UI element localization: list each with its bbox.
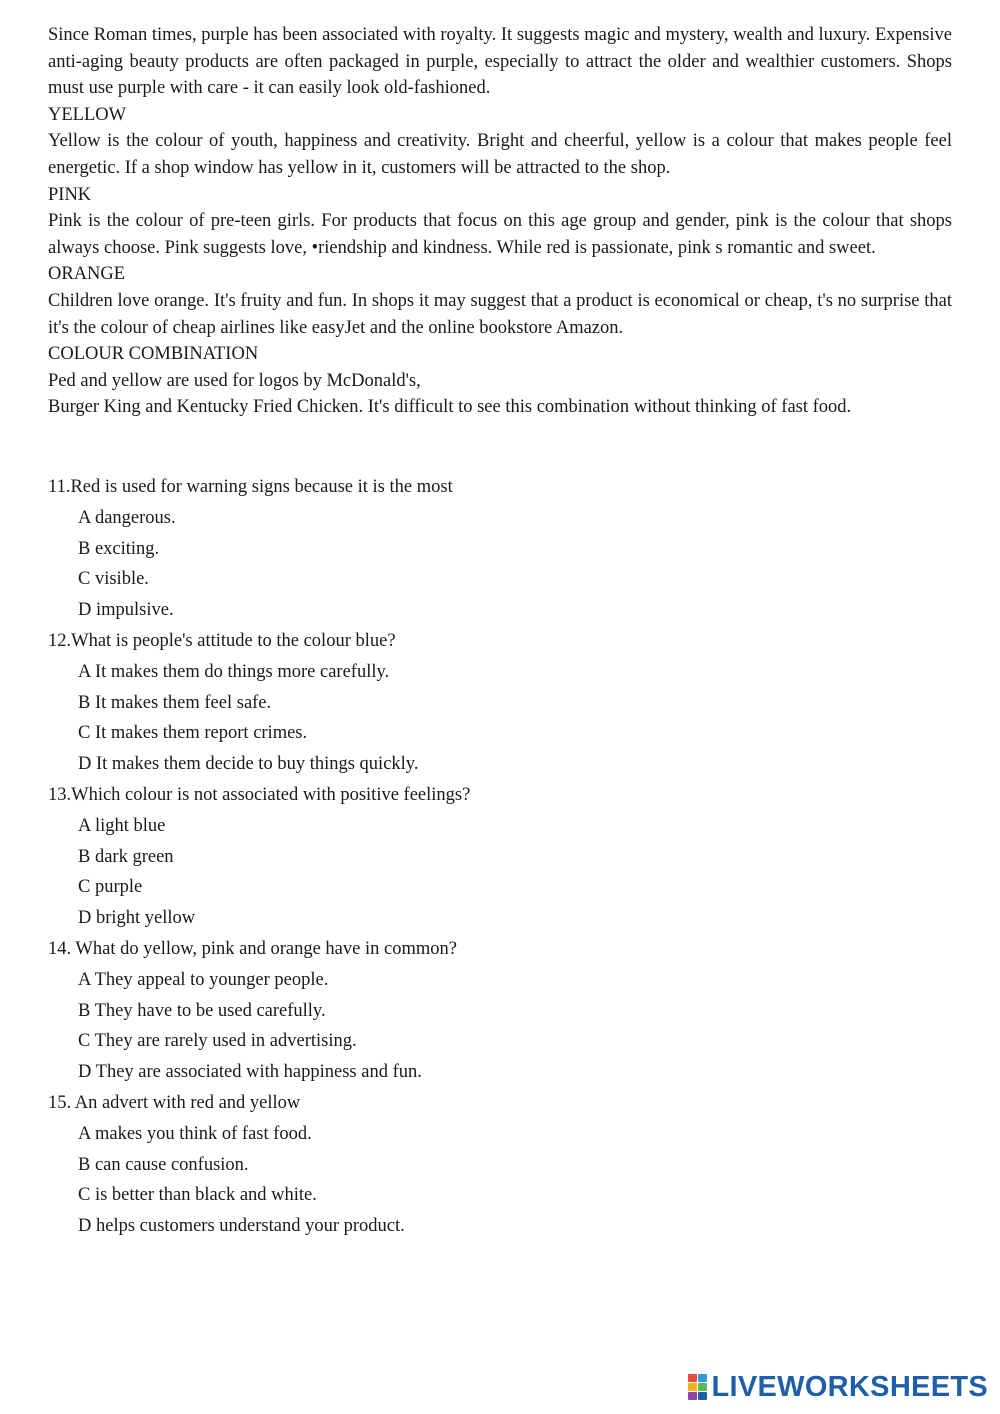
liveworksheets-icon <box>688 1374 708 1400</box>
question-text: 14. What do yellow, pink and orange have in common? <box>48 938 457 959</box>
question-12 <box>48 626 952 780</box>
liveworksheets-logo <box>688 1370 989 1404</box>
logo-tile <box>698 1392 707 1400</box>
combination-line-1: Ped and yellow are used for logos by McDonald's, <box>48 370 421 391</box>
option-c[interactable]: C purple <box>78 877 143 898</box>
pink-paragraph: Pink is the colour of pre-teen girls. For products that focus on this age group and gender, pink is the colour that shops always choose. Pink suggests love, •riendship and kindness. While red is passionate, pink s romantic and sweet. <box>48 211 952 258</box>
option-a[interactable]: A makes you think of fast food. <box>78 1123 312 1144</box>
question-11 <box>48 472 952 626</box>
logo-tile <box>688 1374 697 1382</box>
option-d[interactable]: D It makes them decide to buy things quickly. <box>78 754 419 775</box>
option-a[interactable]: A dangerous. <box>78 507 176 528</box>
option-c[interactable]: C It makes them report crimes. <box>78 723 308 744</box>
question-text: 13.Which colour is not associated with positive feelings? <box>48 784 471 805</box>
option-a[interactable]: A They appeal to younger people. <box>78 969 329 990</box>
option-c[interactable]: C is better than black and white. <box>78 1185 317 1206</box>
option-c[interactable]: C visible. <box>78 569 149 590</box>
option-d[interactable]: D impulsive. <box>78 600 174 621</box>
question-text: 11.Red is used for warning signs because it is the most <box>48 477 453 497</box>
option-b[interactable]: B exciting. <box>78 538 160 559</box>
question-13 <box>48 780 952 934</box>
orange-heading: ORANGE <box>48 264 126 285</box>
option-d[interactable]: D They are associated with happiness and fun. <box>78 1062 422 1083</box>
reading-passage <box>48 22 952 421</box>
logo-tile <box>698 1374 707 1382</box>
question-15 <box>48 1088 952 1242</box>
option-a[interactable]: A light blue <box>78 815 166 836</box>
liveworksheets-wordmark: LIVEWORKSHEETS <box>711 1370 988 1403</box>
option-a[interactable]: A It makes them do things more carefully. <box>78 661 390 682</box>
logo-tile <box>698 1383 707 1391</box>
orange-paragraph: Children love orange. It's fruity and fun. In shops it may suggest that a product is economical or cheap, t's no surprise that it's the colour of cheap airlines like easyJet and the online bookstore Amazon. <box>48 290 952 338</box>
logo-tile <box>688 1383 697 1391</box>
option-c[interactable]: C They are rarely used in advertising. <box>78 1031 357 1052</box>
purple-paragraph: Since Roman times, purple has been associated with royalty. It suggests magic and mystery, wealth and luxury. Expensive anti-aging beauty products are often packaged in purple, especially to attract the older and wealthier customers. Shops must use purple with care - it can easily look old-fashioned. <box>48 25 952 99</box>
question-14 <box>48 934 952 1088</box>
colour-combination-heading: COLOUR COMBINATION <box>48 344 259 365</box>
question-text: 12.What is people's attitude to the colour blue? <box>48 630 396 651</box>
pink-heading: PINK <box>48 184 92 205</box>
option-b[interactable]: B dark green <box>78 846 174 867</box>
question-list <box>48 472 952 1242</box>
yellow-paragraph: Yellow is the colour of youth, happiness and creativity. Bright and cheerful, yellow is a colour that makes people feel energetic. If a shop window has yellow in it, customers will be attracted to the shop. <box>48 131 952 178</box>
option-b[interactable]: B It makes them feel safe. <box>78 692 272 713</box>
combination-line-2: Burger King and Kentucky Fried Chicken. It's difficult to see this combination without thinking of fast food. <box>48 397 852 418</box>
question-text: 15. An advert with red and yellow <box>48 1092 301 1113</box>
option-b[interactable]: B can cause confusion. <box>78 1154 249 1175</box>
yellow-heading: YELLOW <box>48 104 127 125</box>
option-d[interactable]: D helps customers understand your product. <box>78 1216 405 1237</box>
option-b[interactable]: B They have to be used carefully. <box>78 1000 326 1021</box>
logo-tile <box>688 1392 697 1400</box>
option-d[interactable]: D bright yellow <box>78 908 196 929</box>
